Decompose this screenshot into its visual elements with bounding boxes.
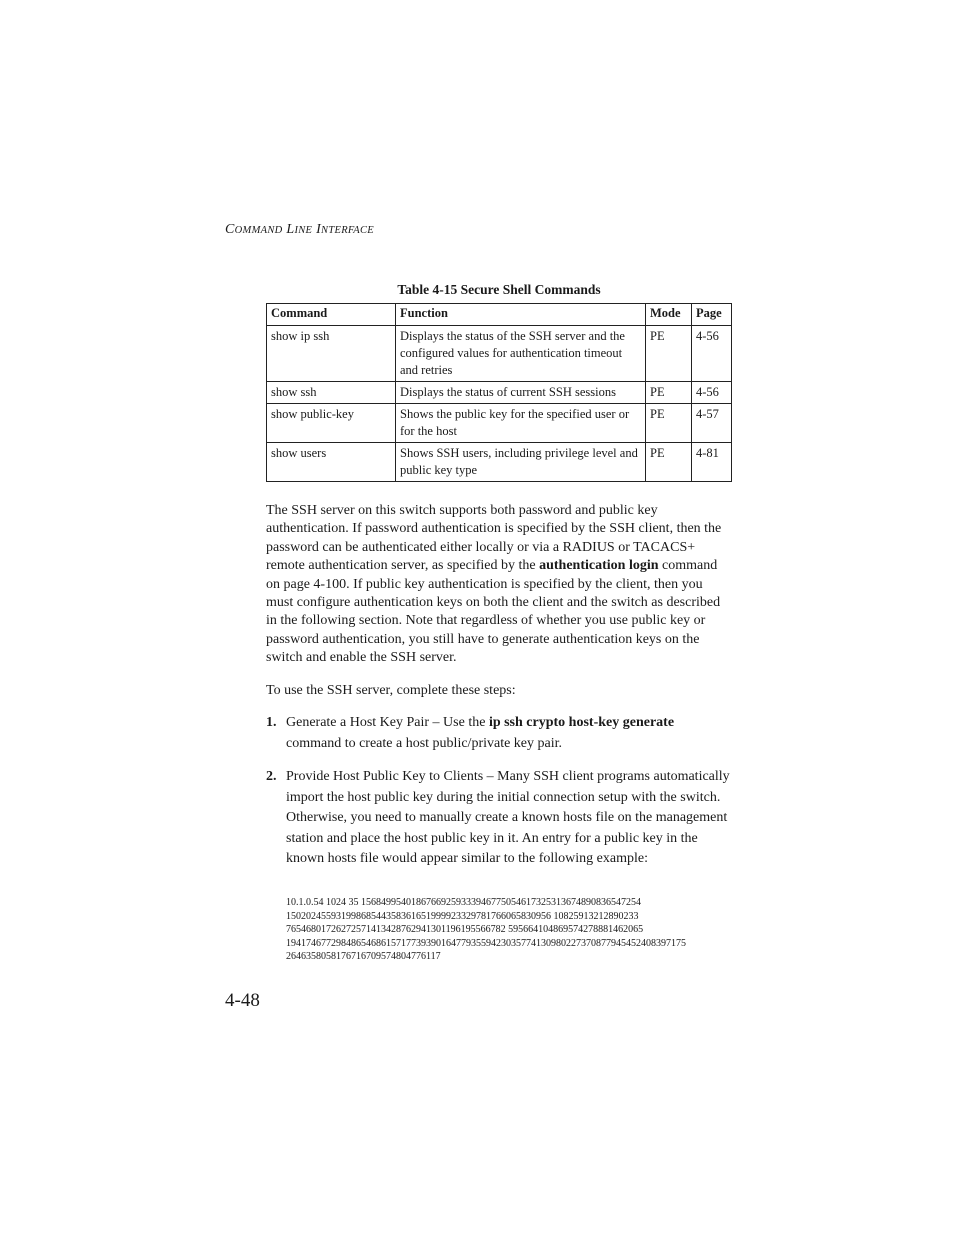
- column-header-mode: Mode: [646, 304, 692, 326]
- column-header-command: Command: [267, 304, 396, 326]
- cell-function: Displays the status of the SSH server and the configured values for authentication timeout and retries: [396, 326, 646, 382]
- column-header-function: Function: [396, 304, 646, 326]
- cell-command: show users: [267, 443, 396, 482]
- cell-mode: PE: [646, 326, 692, 382]
- cell-mode: PE: [646, 404, 692, 443]
- cell-function: Displays the status of current SSH sessions: [396, 382, 646, 404]
- cell-page: 4-56: [692, 326, 732, 382]
- cell-command: show public-key: [267, 404, 396, 443]
- step-number: 1.: [266, 715, 277, 730]
- ssh-auth-paragraph: The SSH server on this switch supports both password and public key authentication. If password authentication is specified by the SSH client, then the password can be authenticated either locally or via a RADIUS or TACACS+ remote authentication server, as specified by the authentication login command on page 4-100. If public key authentication is specified by the client, then you must configure authentication keys on both the client and the switch as described in the following section. Note that regardless of whether you use public key or password authentication, you still have to generate authentication keys on the switch and enable the SSH server.: [266, 503, 722, 666]
- cell-mode: PE: [646, 382, 692, 404]
- step-number: 2.: [266, 769, 277, 784]
- table-row: [267, 404, 732, 443]
- page-number: 4-48: [225, 990, 260, 1011]
- column-header-page: Page: [692, 304, 732, 326]
- cell-command: show ssh: [267, 382, 396, 404]
- steps-intro-paragraph: To use the SSH server, complete these steps:: [266, 683, 516, 698]
- table-row: [267, 443, 732, 482]
- table-row: [267, 326, 732, 382]
- cell-function: Shows the public key for the specified user or for the host: [396, 404, 646, 443]
- step-2: 2. Provide Host Public Key to Clients – Many SSH client programs automatically import the host public key during the initial connection setup with the switch. Otherwise, you need to manually create a known hosts file on the management station and place the host public key in it. An entry for a public key in the known hosts file would appear similar to the following example:: [266, 769, 730, 866]
- cell-page: 4-56: [692, 382, 732, 404]
- cell-page: 4-57: [692, 404, 732, 443]
- command-reference: authentication login: [539, 558, 659, 574]
- cell-mode: PE: [646, 443, 692, 482]
- known-hosts-example: 10.1.0.54 1024 35 15684995401867669259333946775054617325313674890836547254 15020245593199868544358361651999923329781766065830956 10825913212890233 76546801726272571413428762941301196195566782 595664104869574278881462065 19417467729848654686157177393901647793559423035774130980227370877945452408397175 2646358058176716709574804776117: [286, 897, 686, 962]
- step-1: 1. Generate a Host Key Pair – Use the ip ssh crypto host-key generate command to create a host public/private key pair.: [266, 715, 675, 751]
- cell-function: Shows SSH users, including privilege level and public key type: [396, 443, 646, 482]
- table-header-row: [267, 304, 732, 326]
- command-reference: ip ssh crypto host-key generate: [488, 715, 675, 730]
- cell-page: 4-81: [692, 443, 732, 482]
- secure-shell-commands-table: [266, 303, 732, 482]
- table-caption: Table 4-15 Secure Shell Commands: [397, 282, 601, 297]
- table-row: [267, 382, 732, 404]
- cell-command: show ip ssh: [267, 326, 396, 382]
- running-header: COMMAND LINE INTERFACE: [225, 222, 375, 237]
